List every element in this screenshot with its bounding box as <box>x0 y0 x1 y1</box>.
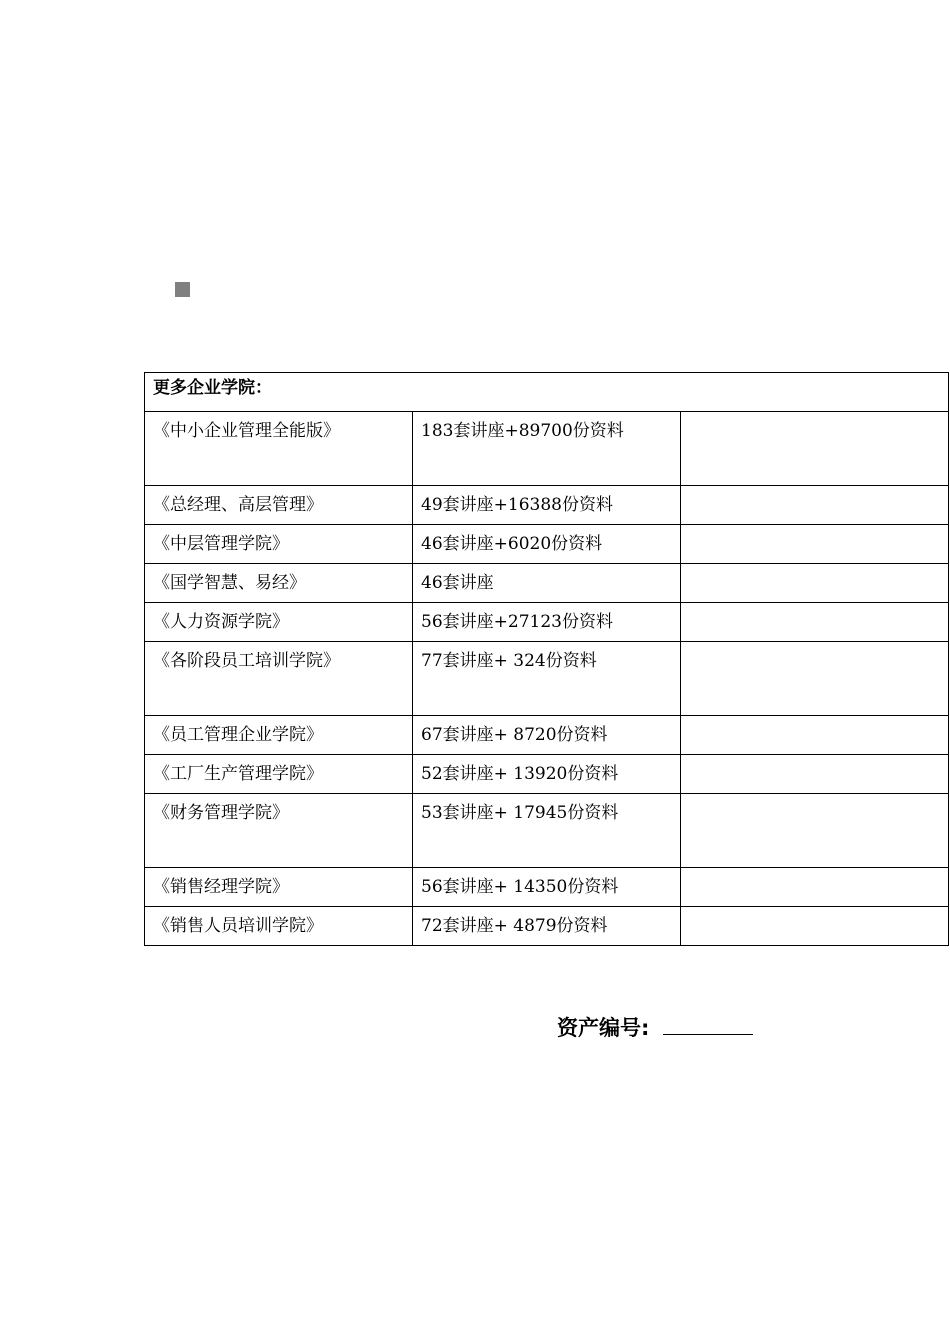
academy-name-cell: 《总经理、高层管理》 <box>145 486 413 525</box>
academy-count-cell: 183套讲座+89700份资料 <box>413 412 681 486</box>
academy-count-cell: 46套讲座 <box>413 564 681 603</box>
academy-count-cell: 49套讲座+16388份资料 <box>413 486 681 525</box>
table-row <box>145 907 949 946</box>
empty-cell <box>681 486 949 525</box>
academy-count-cell: 52套讲座+ 13920份资料 <box>413 755 681 794</box>
academy-name-cell: 《工厂生产管理学院》 <box>145 755 413 794</box>
asset-number-label: 资产编号: <box>557 1016 650 1040</box>
table-row <box>145 564 949 603</box>
academy-count-cell: 53套讲座+ 17945份资料 <box>413 794 681 868</box>
table-row <box>145 603 949 642</box>
academy-name-cell: 《销售人员培训学院》 <box>145 907 413 946</box>
empty-cell <box>681 412 949 486</box>
table-row <box>145 794 949 868</box>
table-row <box>145 868 949 907</box>
table-header: 更多企业学院： <box>145 373 949 412</box>
table-row <box>145 412 949 486</box>
gray-square-bullet-icon <box>175 282 190 297</box>
empty-cell <box>681 794 949 868</box>
table-row <box>145 642 949 716</box>
empty-cell <box>681 525 949 564</box>
table-row <box>145 486 949 525</box>
academy-count-cell: 77套讲座+ 324份资料 <box>413 642 681 716</box>
empty-cell <box>681 716 949 755</box>
academy-table <box>144 372 949 946</box>
academy-name-cell: 《销售经理学院》 <box>145 868 413 907</box>
academy-name-cell: 《人力资源学院》 <box>145 603 413 642</box>
table-header-row <box>145 373 949 412</box>
academy-name-cell: 《国学智慧、易经》 <box>145 564 413 603</box>
table-row <box>145 716 949 755</box>
academy-name-cell: 《各阶段员工培训学院》 <box>145 642 413 716</box>
empty-cell <box>681 603 949 642</box>
academy-count-cell: 56套讲座+ 14350份资料 <box>413 868 681 907</box>
asset-number-blank <box>663 1016 753 1035</box>
asset-number-line <box>557 1012 753 1042</box>
table-row <box>145 755 949 794</box>
academy-count-cell: 46套讲座+6020份资料 <box>413 525 681 564</box>
academy-name-cell: 《中小企业管理全能版》 <box>145 412 413 486</box>
academy-name-cell: 《员工管理企业学院》 <box>145 716 413 755</box>
empty-cell <box>681 755 949 794</box>
empty-cell <box>681 907 949 946</box>
empty-cell <box>681 642 949 716</box>
empty-cell <box>681 868 949 907</box>
table-row <box>145 525 949 564</box>
academy-name-cell: 《中层管理学院》 <box>145 525 413 564</box>
academy-count-cell: 56套讲座+27123份资料 <box>413 603 681 642</box>
academy-count-cell: 72套讲座+ 4879份资料 <box>413 907 681 946</box>
empty-cell <box>681 564 949 603</box>
academy-count-cell: 67套讲座+ 8720份资料 <box>413 716 681 755</box>
academy-name-cell: 《财务管理学院》 <box>145 794 413 868</box>
